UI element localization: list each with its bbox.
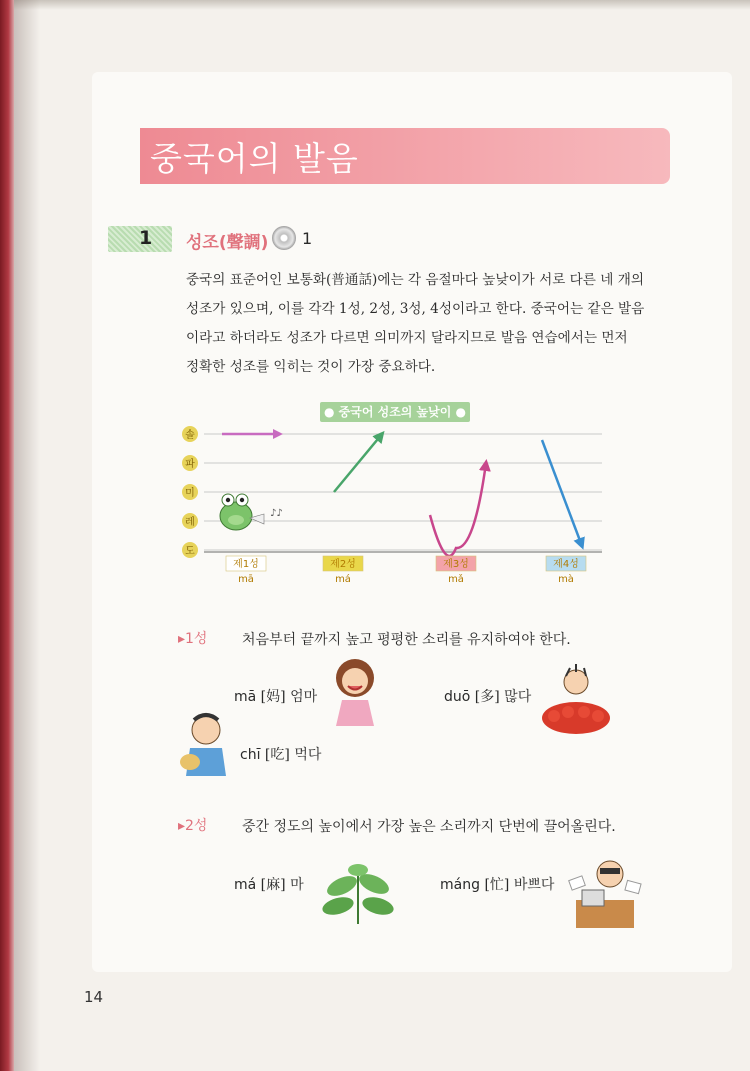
svg-text:♪♪: ♪♪ (270, 508, 283, 519)
mother-illustration (330, 656, 380, 728)
intro-line: 정확한 성조를 익히는 것이 가장 중요하다. (186, 359, 436, 375)
example-hanzi: [妈] (260, 689, 286, 705)
audio-cd-icon[interactable] (272, 226, 296, 250)
intro-line: 성조가 있으며, 이를 각각 1성, 2성, 3성, 4성이라고 한다. 중국어는 같은 발음 (186, 301, 645, 317)
tone-category-label: 제2성 (330, 559, 356, 570)
busy-man-illustration (566, 852, 642, 932)
tone1-example-ma (234, 686, 317, 706)
level-label: 파 (185, 459, 195, 470)
book-spine (0, 0, 14, 1071)
example-pinyin: máng (440, 877, 480, 893)
intro-paragraph (186, 266, 670, 382)
example-meaning: 먹다 (294, 747, 322, 763)
page-top-edge (0, 0, 750, 10)
example-meaning: 많다 (504, 689, 532, 705)
tone1-rule: 처음부터 끝까지 높고 평평한 소리를 유지하여야 한다. (242, 632, 571, 648)
tone1-example-duo (444, 686, 531, 706)
tomato-pile-illustration (540, 664, 612, 736)
tone2-rule: 중간 정도의 높이에서 가장 높은 소리까지 단번에 끌어올린다. (242, 819, 616, 835)
tone-category-label: 제3성 (443, 559, 469, 570)
tone-pinyin-label: mǎ (448, 574, 464, 585)
tone-pinyin-label: má (335, 574, 351, 585)
page-number: 14 (84, 988, 104, 1006)
intro-line: 이라고 하더라도 성조가 다르면 의미까지 달라지므로 발음 연습에서는 먼저 (186, 330, 628, 346)
spine-shadow (14, 0, 40, 1071)
example-hanzi: [吃] (264, 747, 290, 763)
intro-line: 중국의 표준어인 보통화(普通話)에는 각 음절마다 높낮이가 서로 다른 네 개의 (186, 272, 644, 288)
tone3-line (430, 463, 486, 556)
section-number: 1 (139, 227, 153, 249)
tone2-example-ma (234, 874, 304, 894)
level-label: 레 (185, 517, 195, 528)
frog-illustration (220, 494, 283, 530)
example-meaning: 엄마 (290, 689, 318, 705)
page-title: 중국어의 발음 (150, 139, 359, 178)
tone-chart (178, 400, 608, 590)
example-meaning: 바쁘다 (513, 877, 555, 893)
tone-category-label: 제1성 (233, 559, 259, 570)
example-meaning: 마 (290, 877, 304, 893)
chart-title: ● 중국어 성조의 높낮이 ● (324, 405, 466, 419)
section-title: 성조(聲調) (186, 233, 269, 253)
example-pinyin: mā (234, 689, 257, 705)
tone2-marker: ▸2성 (178, 818, 208, 834)
example-pinyin: duō (444, 689, 471, 705)
level-label: 미 (185, 488, 195, 499)
tone1-marker: ▸1성 (178, 631, 208, 647)
tone-category-label: 제4성 (553, 559, 579, 570)
eating-man-illustration (176, 710, 232, 780)
tone-pinyin-label: mā (238, 574, 254, 585)
example-pinyin: chī (240, 747, 261, 763)
example-pinyin: má (234, 877, 257, 893)
audio-track-number: 1 (302, 229, 313, 248)
hemp-plant-illustration (318, 856, 398, 926)
tone-pinyin-label: mà (558, 574, 574, 585)
tone1-example-chi (240, 744, 321, 764)
tone4-line (542, 440, 582, 546)
level-label: 도 (185, 546, 195, 557)
example-hanzi: [麻] (260, 877, 286, 893)
example-hanzi: [忙] (484, 877, 510, 893)
level-label: 솔 (185, 430, 195, 441)
tone2-example-mang (440, 874, 554, 894)
example-hanzi: [多] (474, 689, 500, 705)
